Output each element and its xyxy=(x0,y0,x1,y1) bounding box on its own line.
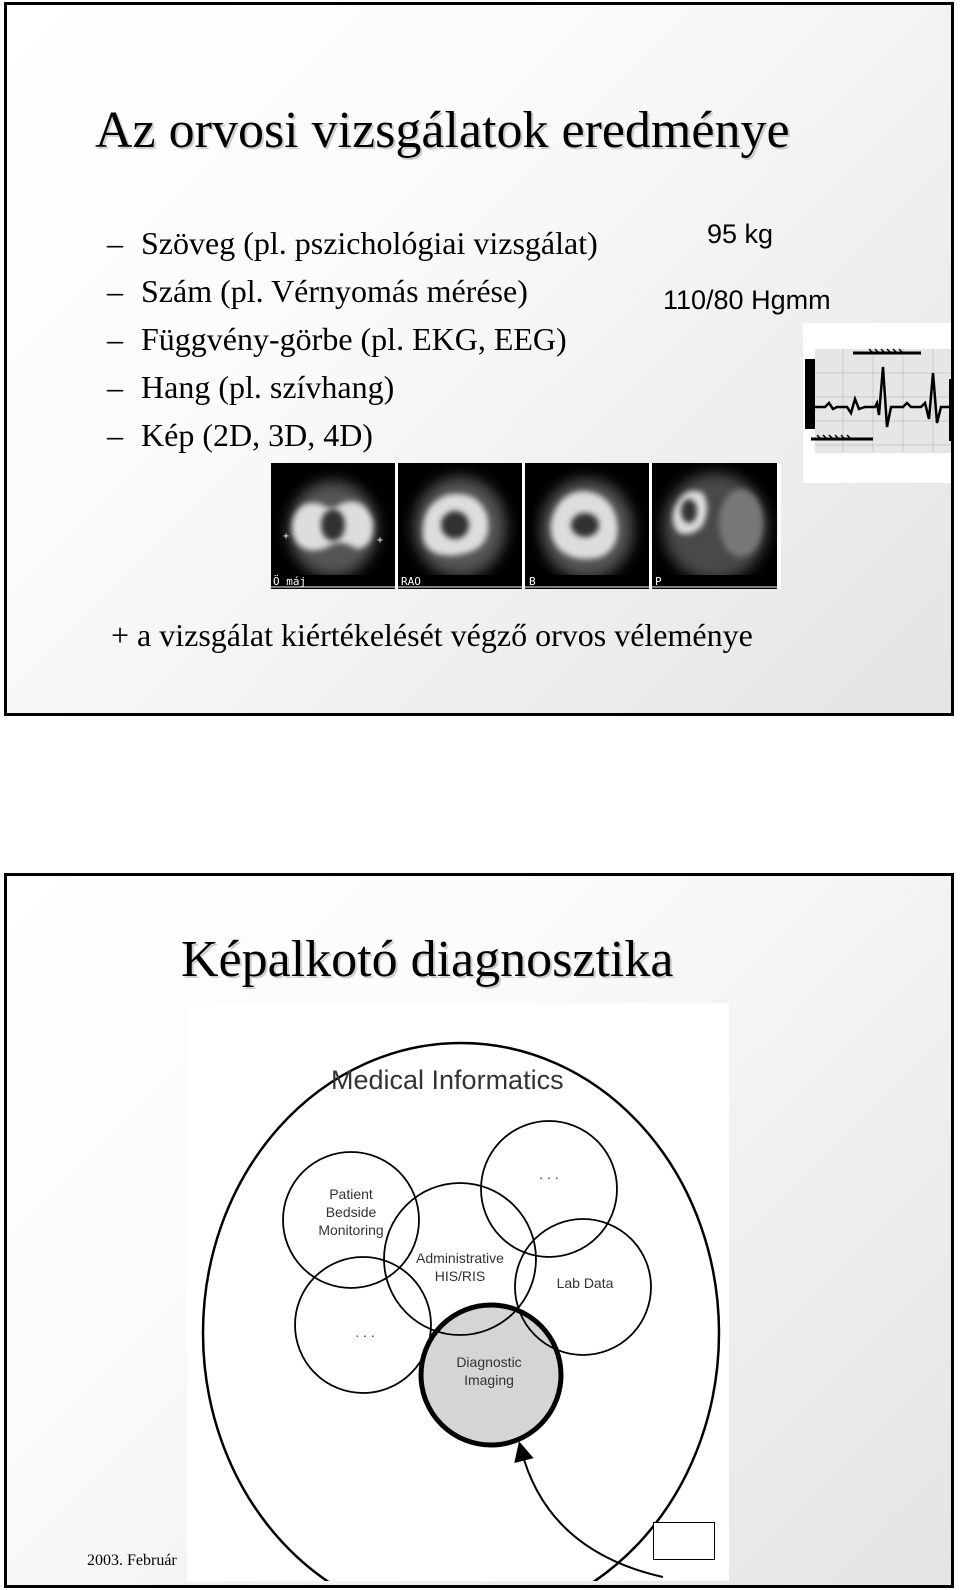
bullet-image-item xyxy=(107,411,598,459)
slide-imaging-diagnostics xyxy=(4,873,954,1588)
bullet-text: Kép (2D, 3D, 4D) xyxy=(141,417,373,453)
bullet-text: Szöveg (pl. pszichológiai vizsgálat) xyxy=(141,225,598,261)
bullet-curve-item xyxy=(107,315,598,363)
left-circle-ellipsis: . . . xyxy=(355,1324,375,1340)
admin-label-line-2: HIS/RIS xyxy=(434,1268,486,1284)
bullet-text-item xyxy=(107,219,598,267)
lab-data-label: Lab Data xyxy=(556,1275,614,1291)
blood-pressure-example: 110/80 Hgmm xyxy=(663,285,831,315)
ecg-monitor-image xyxy=(803,323,954,483)
bullet-text: Függvény-görbe (pl. EKG, EEG) xyxy=(141,321,567,357)
svg-text:+: + xyxy=(377,535,384,546)
bullet-dash: – xyxy=(107,273,123,309)
top-circle-ellipsis: . . . xyxy=(539,1166,559,1182)
bullet-text: Szám (pl. Vérnyomás mérése) xyxy=(141,273,528,309)
patient-label-line-3: Monitoring xyxy=(318,1222,384,1238)
physician-opinion-note: + a vizsgálat kiértékelését végző orvos véleménye xyxy=(111,617,753,653)
slide-medical-results xyxy=(4,2,954,716)
svg-text:+: + xyxy=(283,531,290,542)
patient-label-line-1: Patient xyxy=(329,1186,373,1202)
bullet-number-item xyxy=(107,267,598,315)
patient-label-line-2: Bedside xyxy=(325,1204,377,1220)
slide-title: Képalkotó diagnosztika xyxy=(181,931,674,988)
imaging-label-line-2: Imaging xyxy=(464,1372,514,1388)
medical-informatics-diagram xyxy=(187,1003,729,1581)
bullet-sound-item xyxy=(107,363,598,411)
scan-label-2: RAO xyxy=(401,575,421,588)
bullet-dash: – xyxy=(107,321,123,357)
bullet-text: Hang (pl. szívhang) xyxy=(141,369,395,405)
scintigraphy-image-strip xyxy=(271,463,781,589)
slide-title: Az orvosi vizsgálatok eredménye xyxy=(95,102,790,159)
scan-label-1: Ö máj xyxy=(273,575,307,588)
scan-label-4: P xyxy=(655,575,662,588)
bullet-list xyxy=(107,219,598,459)
bullet-dash: – xyxy=(107,417,123,453)
weight-example: 95 kg xyxy=(707,219,774,249)
bullet-dash: – xyxy=(107,225,123,261)
bullet-dash: – xyxy=(107,369,123,405)
diagram-heading: Medical Informatics xyxy=(331,1065,564,1095)
scan-label-3: B xyxy=(529,575,536,588)
footer-date: 2003. Február xyxy=(87,1552,177,1569)
imaging-label-line-1: Diagnostic xyxy=(456,1354,522,1370)
footer-box xyxy=(653,1522,715,1560)
admin-label-line-1: Administrative xyxy=(416,1250,504,1266)
